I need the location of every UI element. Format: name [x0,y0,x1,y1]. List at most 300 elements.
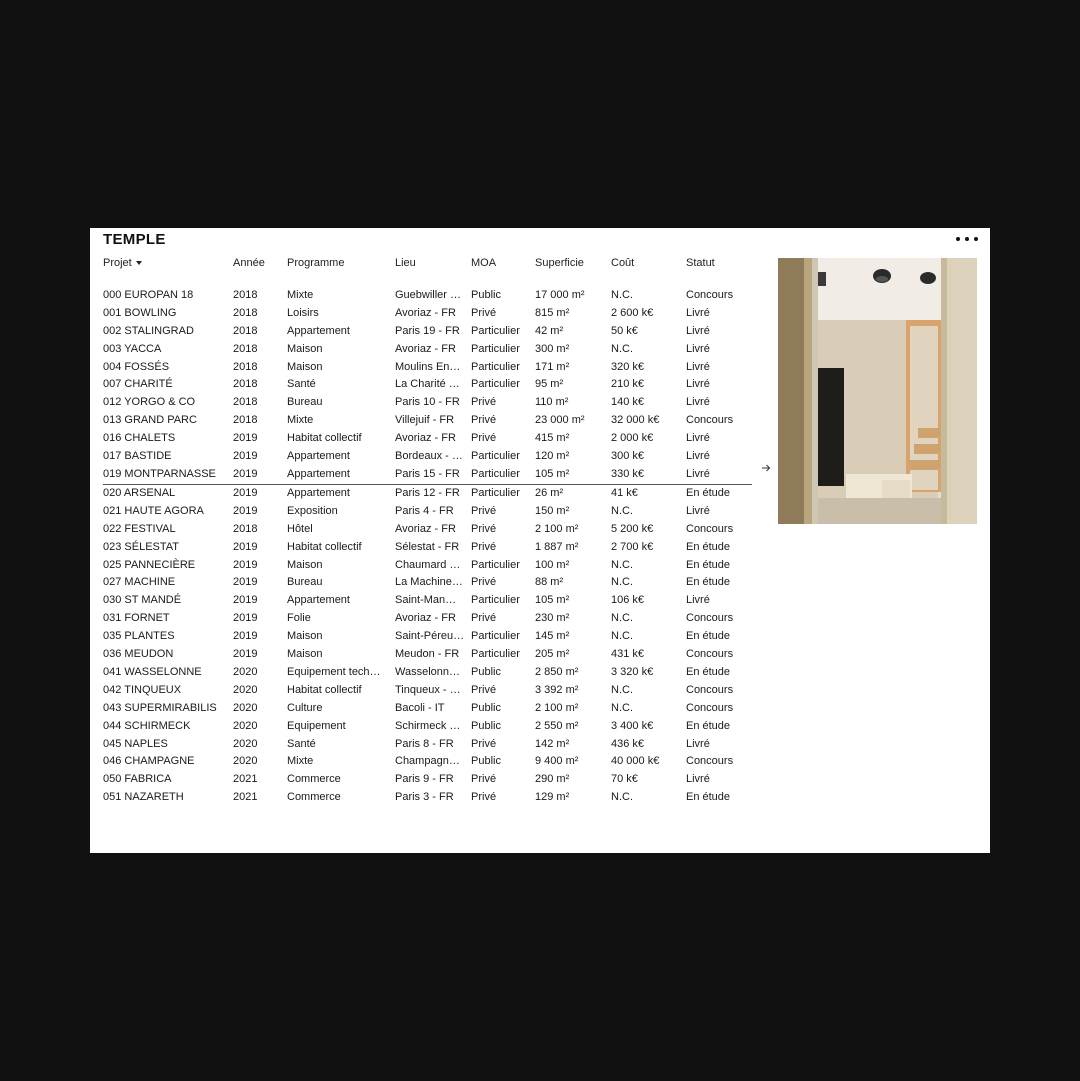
cell-statut: En étude [686,665,731,678]
cell-superficie: 150 m² [535,504,570,517]
project-name: CHALETS [124,432,176,445]
cell-programme: Exposition [287,504,338,517]
cell-cout: 210 k€ [611,378,645,391]
cell-projet [103,539,233,557]
project-number: 020 [103,486,122,499]
project-number: 019 [103,467,122,480]
cell-statut: Concours [686,683,734,696]
cell-moa: Public [471,665,501,678]
column-header-projet[interactable]: Projet [103,255,233,273]
cell-programme: Appartement [287,450,350,463]
cell-annee: 2019 [233,450,258,463]
cell-moa: Privé [471,791,497,804]
cell-superficie: 9 400 m² [535,755,579,768]
cell-lieu: Tinqueux - … [395,683,461,696]
cell-superficie: 105 m² [535,594,570,607]
cell-programme: Equipement [287,719,346,732]
cell-annee: 2020 [233,755,258,768]
cell-statut: En étude [686,630,731,643]
cell-superficie: 1 887 m² [535,540,579,553]
cell-projet [103,753,233,771]
cell-lieu: Meudon - FR [395,648,460,661]
project-number: 012 [103,396,122,409]
cell-statut: Concours [686,755,734,768]
cell-annee: 2019 [233,612,258,625]
cell-statut: Livré [686,466,752,484]
table-row[interactable] [103,430,752,448]
project-number: 031 [103,612,122,625]
cell-programme: Bureau [287,396,323,409]
project-name: SCHIRMECK [124,719,191,732]
project-name: GRAND PARC [124,414,197,427]
cell-projet [103,610,233,628]
cell-projet [103,646,233,664]
cell-cout: N.C. [611,342,633,355]
cell-moa: Privé [471,306,497,319]
project-number: 027 [103,576,122,589]
menu-dot [956,237,960,241]
cell-cout: N.C. [611,791,633,804]
cell-cout: 2 700 k€ [611,540,654,553]
cell-lieu: Wasselonn… [395,665,461,678]
cell-moa: Particulier [471,558,520,571]
table-row[interactable] [103,412,752,430]
cell-cout: 106 k€ [611,594,645,607]
cell-lieu: Paris 19 - FR [395,324,460,337]
cell-moa: Privé [471,396,497,409]
cell-superficie: 3 392 m² [535,683,579,696]
cell-superficie: 815 m² [535,306,570,319]
cell-lieu: Bacoli - IT [395,701,445,714]
project-number: 004 [103,360,122,373]
table-row[interactable] [103,359,752,377]
cell-programme: Habitat collectif [287,432,362,445]
cell-statut: Livré [686,360,710,373]
project-name: MEUDON [124,648,174,661]
cell-superficie: 142 m² [535,737,570,750]
cell-superficie: 205 m² [535,648,570,661]
cell-programme: Bureau [287,576,323,589]
table-row[interactable] [103,682,752,700]
cell-cout: N.C. [611,683,633,696]
cell-moa: Privé [471,414,497,427]
cell-statut: Livré [686,342,710,355]
table-row[interactable] [103,287,752,305]
cell-statut: Concours [686,648,734,661]
project-number: 003 [103,342,122,355]
cell-projet [103,682,233,700]
menu-dot [974,237,978,241]
project-number: 000 [103,288,122,301]
cell-moa: Public [471,719,501,732]
cell-projet [103,448,233,466]
cell-annee: 2018 [233,396,258,409]
cell-lieu: Schirmeck … [395,719,461,732]
project-name: ST MANDÉ [124,594,182,607]
cell-moa: Privé [471,683,497,696]
cell-annee: 2019 [233,540,258,553]
cell-lieu: Avoriaz - FR [395,522,456,535]
cell-superficie: 100 m² [535,558,570,571]
cell-statut: Livré [686,450,710,463]
project-number: 046 [103,755,122,768]
cell-cout: 40 000 k€ [611,755,660,768]
cell-moa: Particulier [471,594,520,607]
cell-lieu: Sélestat - FR [395,540,460,553]
cell-statut: En étude [686,558,731,571]
table-row[interactable] [103,448,752,466]
column-header-annee[interactable]: Année [233,257,265,269]
cell-annee: 2019 [233,576,258,589]
cell-statut: Livré [686,504,710,517]
cell-moa: Privé [471,612,497,625]
project-name: CHAMPAGNE [124,755,195,768]
column-header-programme[interactable]: Programme [287,257,345,269]
table-row[interactable] [103,736,752,754]
cell-projet [103,430,233,448]
cell-cout: N.C. [611,288,633,301]
cell-superficie: 171 m² [535,360,570,373]
project-number: 013 [103,414,122,427]
cell-moa: Particulier [471,466,535,484]
cell-annee: 2020 [233,683,258,696]
project-name: NAPLES [124,737,168,750]
table-row[interactable] [103,610,752,628]
cell-moa: Particulier [471,342,520,355]
cell-lieu: Paris 10 - FR [395,396,460,409]
cell-superficie: 129 m² [535,791,570,804]
table-row[interactable] [103,503,752,521]
project-name: FOSSÉS [124,360,170,373]
cell-lieu: Avoriaz - FR [395,342,456,355]
cell-statut: Concours [686,288,734,301]
table-row[interactable] [103,574,752,592]
cell-lieu: Saint-Péreu… [395,630,465,643]
cell-annee: 2019 [233,594,258,607]
cell-moa: Privé [471,773,497,786]
project-name: FESTIVAL [124,522,176,535]
cell-projet [103,394,233,412]
cell-annee: 2018 [233,306,258,319]
cell-programme: Mixte [287,414,314,427]
cell-cout: 3 320 k€ [611,665,654,678]
cell-annee: 2018 [233,414,258,427]
project-number: 022 [103,522,122,535]
cell-annee: 2020 [233,719,258,732]
table-header-row [103,255,752,273]
cell-programme: Maison [287,630,323,643]
cell-annee: 2019 [233,630,258,643]
cell-projet [103,664,233,682]
cell-projet [103,521,233,539]
project-number: 002 [103,324,122,337]
project-number: 021 [103,504,122,517]
cell-programme: Appartement [287,594,350,607]
cell-programme: Maison [287,360,323,373]
menu-dot [965,237,969,241]
cell-moa: Public [471,288,501,301]
cell-programme: Habitat collectif [287,540,362,553]
project-number: 035 [103,630,122,643]
cell-annee: 2020 [233,701,258,714]
cell-statut: Concours [686,522,734,535]
cell-statut: Livré [686,378,710,391]
cell-statut: Concours [686,414,734,427]
project-name: EUROPAN 18 [124,288,194,301]
column-header-moa[interactable]: MOA [471,257,497,269]
cell-annee: 2018 [233,342,258,355]
table-row[interactable] [103,557,752,575]
cell-cout: N.C. [611,612,633,625]
project-name: SUPERMIRABILIS [124,701,217,714]
cell-moa: Particulier [471,360,520,373]
table-row[interactable] [103,376,752,394]
column-header-superficie[interactable]: Superficie [535,257,584,269]
cell-superficie: 2 100 m² [535,522,579,535]
project-name: BASTIDE [124,450,172,463]
cell-superficie: 230 m² [535,612,570,625]
table-row[interactable] [103,323,752,341]
cell-projet [103,789,233,807]
cell-annee: 2021 [233,791,258,804]
project-number: 016 [103,432,122,445]
cell-statut: Concours [686,612,734,625]
project-number: 001 [103,306,122,319]
cell-moa: Particulier [471,630,520,643]
table-row[interactable] [103,466,752,484]
cell-annee: 2019 [233,504,258,517]
project-number: 017 [103,450,122,463]
cell-projet [103,736,233,754]
cell-lieu: Villejuif - FR [395,414,455,427]
cell-programme: Appartement [287,324,350,337]
cell-annee: 2020 [233,665,258,678]
cell-projet [103,412,233,430]
cell-projet [103,323,233,341]
cell-projet [103,592,233,610]
cell-programme: Folie [287,612,311,625]
cell-cout: N.C. [611,630,633,643]
table-row[interactable] [103,539,752,557]
project-name: NAZARETH [124,791,184,804]
cell-moa: Particulier [471,450,520,463]
cell-cout: N.C. [611,576,633,589]
cell-programme: Maison [287,558,323,571]
project-number: 036 [103,648,122,661]
cell-cout: 32 000 k€ [611,414,660,427]
table-row[interactable] [103,521,752,539]
cell-statut: Livré [686,773,710,786]
project-name: BOWLING [124,306,177,319]
cell-projet [103,466,233,484]
cell-statut: Livré [686,594,710,607]
cell-lieu: Guebwiller … [395,288,462,301]
project-name: PLANTES [124,630,175,643]
cell-lieu: Paris 12 - FR [395,486,460,499]
cell-cout: 2 600 k€ [611,306,654,319]
cell-superficie: 42 m² [535,324,564,337]
cell-projet [103,771,233,789]
cell-projet [103,376,233,394]
cell-superficie: 88 m² [535,576,564,589]
table-row[interactable] [103,664,752,682]
cell-cout: 5 200 k€ [611,522,654,535]
table-row[interactable] [103,789,752,807]
cell-programme: Appartement [287,486,350,499]
table-row[interactable] [103,771,752,789]
cell-lieu: Bordeaux - … [395,450,463,463]
cell-annee: 2019 [233,648,258,661]
project-name: FORNET [124,612,170,625]
cell-lieu: Paris 8 - FR [395,737,454,750]
project-name: MONTPARNASSE [124,467,216,480]
cell-annee: 2018 [233,378,258,391]
cell-lieu: Avoriaz - FR [395,306,456,319]
table-row[interactable] [103,341,752,359]
cell-moa: Privé [471,504,497,517]
cell-annee: 2021 [233,773,258,786]
cell-projet [103,718,233,736]
cell-projet [103,305,233,323]
cell-moa: Particulier [471,378,520,391]
cell-lieu: Paris 9 - FR [395,773,454,786]
cell-annee: 2018 [233,360,258,373]
cell-lieu: Avoriaz - FR [395,612,456,625]
cell-annee: 2019 [233,432,258,445]
cell-statut: En étude [686,791,731,804]
cell-moa: Public [471,755,501,768]
app-window [90,228,990,853]
cell-annee: 2019 [233,558,258,571]
cell-cout: 431 k€ [611,648,645,661]
cell-projet [103,359,233,377]
project-name: YACCA [124,342,162,355]
cell-programme: Commerce [287,773,341,786]
cell-lieu: Moulins En… [395,360,461,373]
project-number: 050 [103,773,122,786]
table-row[interactable] [103,484,752,502]
cell-lieu: Saint-Man… [395,594,457,607]
project-name: SÉLESTAT [124,540,180,553]
cell-programme: Habitat collectif [287,683,362,696]
table-row[interactable] [103,592,752,610]
project-name: CHARITÉ [124,378,173,391]
cell-statut: Livré [686,396,710,409]
column-header-lieu[interactable]: Lieu [395,257,416,269]
cell-moa: Privé [471,432,497,445]
cell-moa: Privé [471,737,497,750]
cell-moa: Privé [471,540,497,553]
cell-moa: Particulier [471,324,520,337]
project-name: STALINGRAD [124,324,194,337]
cell-superficie: 2 550 m² [535,719,579,732]
cell-programme: Maison [287,648,323,661]
cell-superficie: 26 m² [535,486,564,499]
cell-superficie: 110 m² [535,396,569,409]
table-row[interactable] [103,628,752,646]
cell-lieu: Paris 4 - FR [395,504,454,517]
cell-moa: Privé [471,576,497,589]
cell-cout: 436 k€ [611,737,645,750]
cell-programme: Mixte [287,755,314,768]
project-name: ARSENAL [123,486,176,499]
arrow-right-icon [762,464,771,475]
project-number: 025 [103,558,122,571]
project-name: WASSELONNE [124,665,202,678]
cell-projet [103,700,233,718]
cell-cout: 41 k€ [611,486,638,499]
cell-projet [103,557,233,575]
cell-superficie: 2 100 m² [535,701,579,714]
table-row[interactable] [103,718,752,736]
cell-programme: Loisirs [287,306,319,319]
cell-cout: 2 000 k€ [611,432,654,445]
cell-annee: 2018 [233,324,258,337]
table-row[interactable] [103,646,752,664]
cell-programme: Mixte [287,288,314,301]
cell-cout: 330 k€ [611,466,686,484]
table-row[interactable] [103,700,752,718]
cell-cout: N.C. [611,558,633,571]
project-number: 030 [103,594,122,607]
project-name: HAUTE AGORA [124,504,204,517]
table-row[interactable] [103,305,752,323]
cell-cout: N.C. [611,504,633,517]
caret-down-icon [136,261,142,265]
cell-statut: En étude [686,486,731,499]
more-horizontal-icon[interactable] [956,232,978,246]
cell-lieu: Chaumard … [395,558,461,571]
cell-programme: Hôtel [287,522,313,535]
column-header-cout[interactable]: Coût [611,257,635,269]
cell-programme: Equipement tech… [287,665,381,678]
cell-lieu: Paris 3 - FR [395,791,454,804]
cell-cout: 70 k€ [611,773,638,786]
cell-programme: Santé [287,737,316,750]
table-row[interactable] [103,753,752,771]
cell-cout: N.C. [611,701,633,714]
cell-programme: Maison [287,342,323,355]
cell-statut: Livré [686,306,710,319]
cell-programme: Commerce [287,791,341,804]
cell-cout: 300 k€ [611,450,645,463]
project-number: 007 [103,378,122,391]
cell-cout: 320 k€ [611,360,645,373]
column-header-statut[interactable]: Statut [686,257,715,269]
cell-superficie: 17 000 m² [535,288,585,301]
cell-annee: 2018 [233,288,258,301]
cell-superficie: 95 m² [535,378,564,391]
cell-programme: Appartement [287,466,395,484]
cell-cout: 3 400 k€ [611,719,654,732]
projects-table [103,255,752,807]
table-row[interactable] [103,394,752,412]
project-preview-photo[interactable] [778,258,977,524]
cell-lieu: La Charité … [395,378,460,391]
cell-statut: Livré [686,737,710,750]
cell-lieu: Champagn… [395,755,460,768]
project-number: 023 [103,540,122,553]
cell-statut: Livré [686,432,710,445]
cell-projet [103,574,233,592]
cell-projet [103,484,233,502]
cell-moa: Public [471,701,501,714]
cell-superficie: 290 m² [535,773,570,786]
cell-superficie: 105 m² [535,466,611,484]
cell-annee: 2020 [233,737,258,750]
project-number: 042 [103,683,122,696]
cell-annee: 2018 [233,522,258,535]
